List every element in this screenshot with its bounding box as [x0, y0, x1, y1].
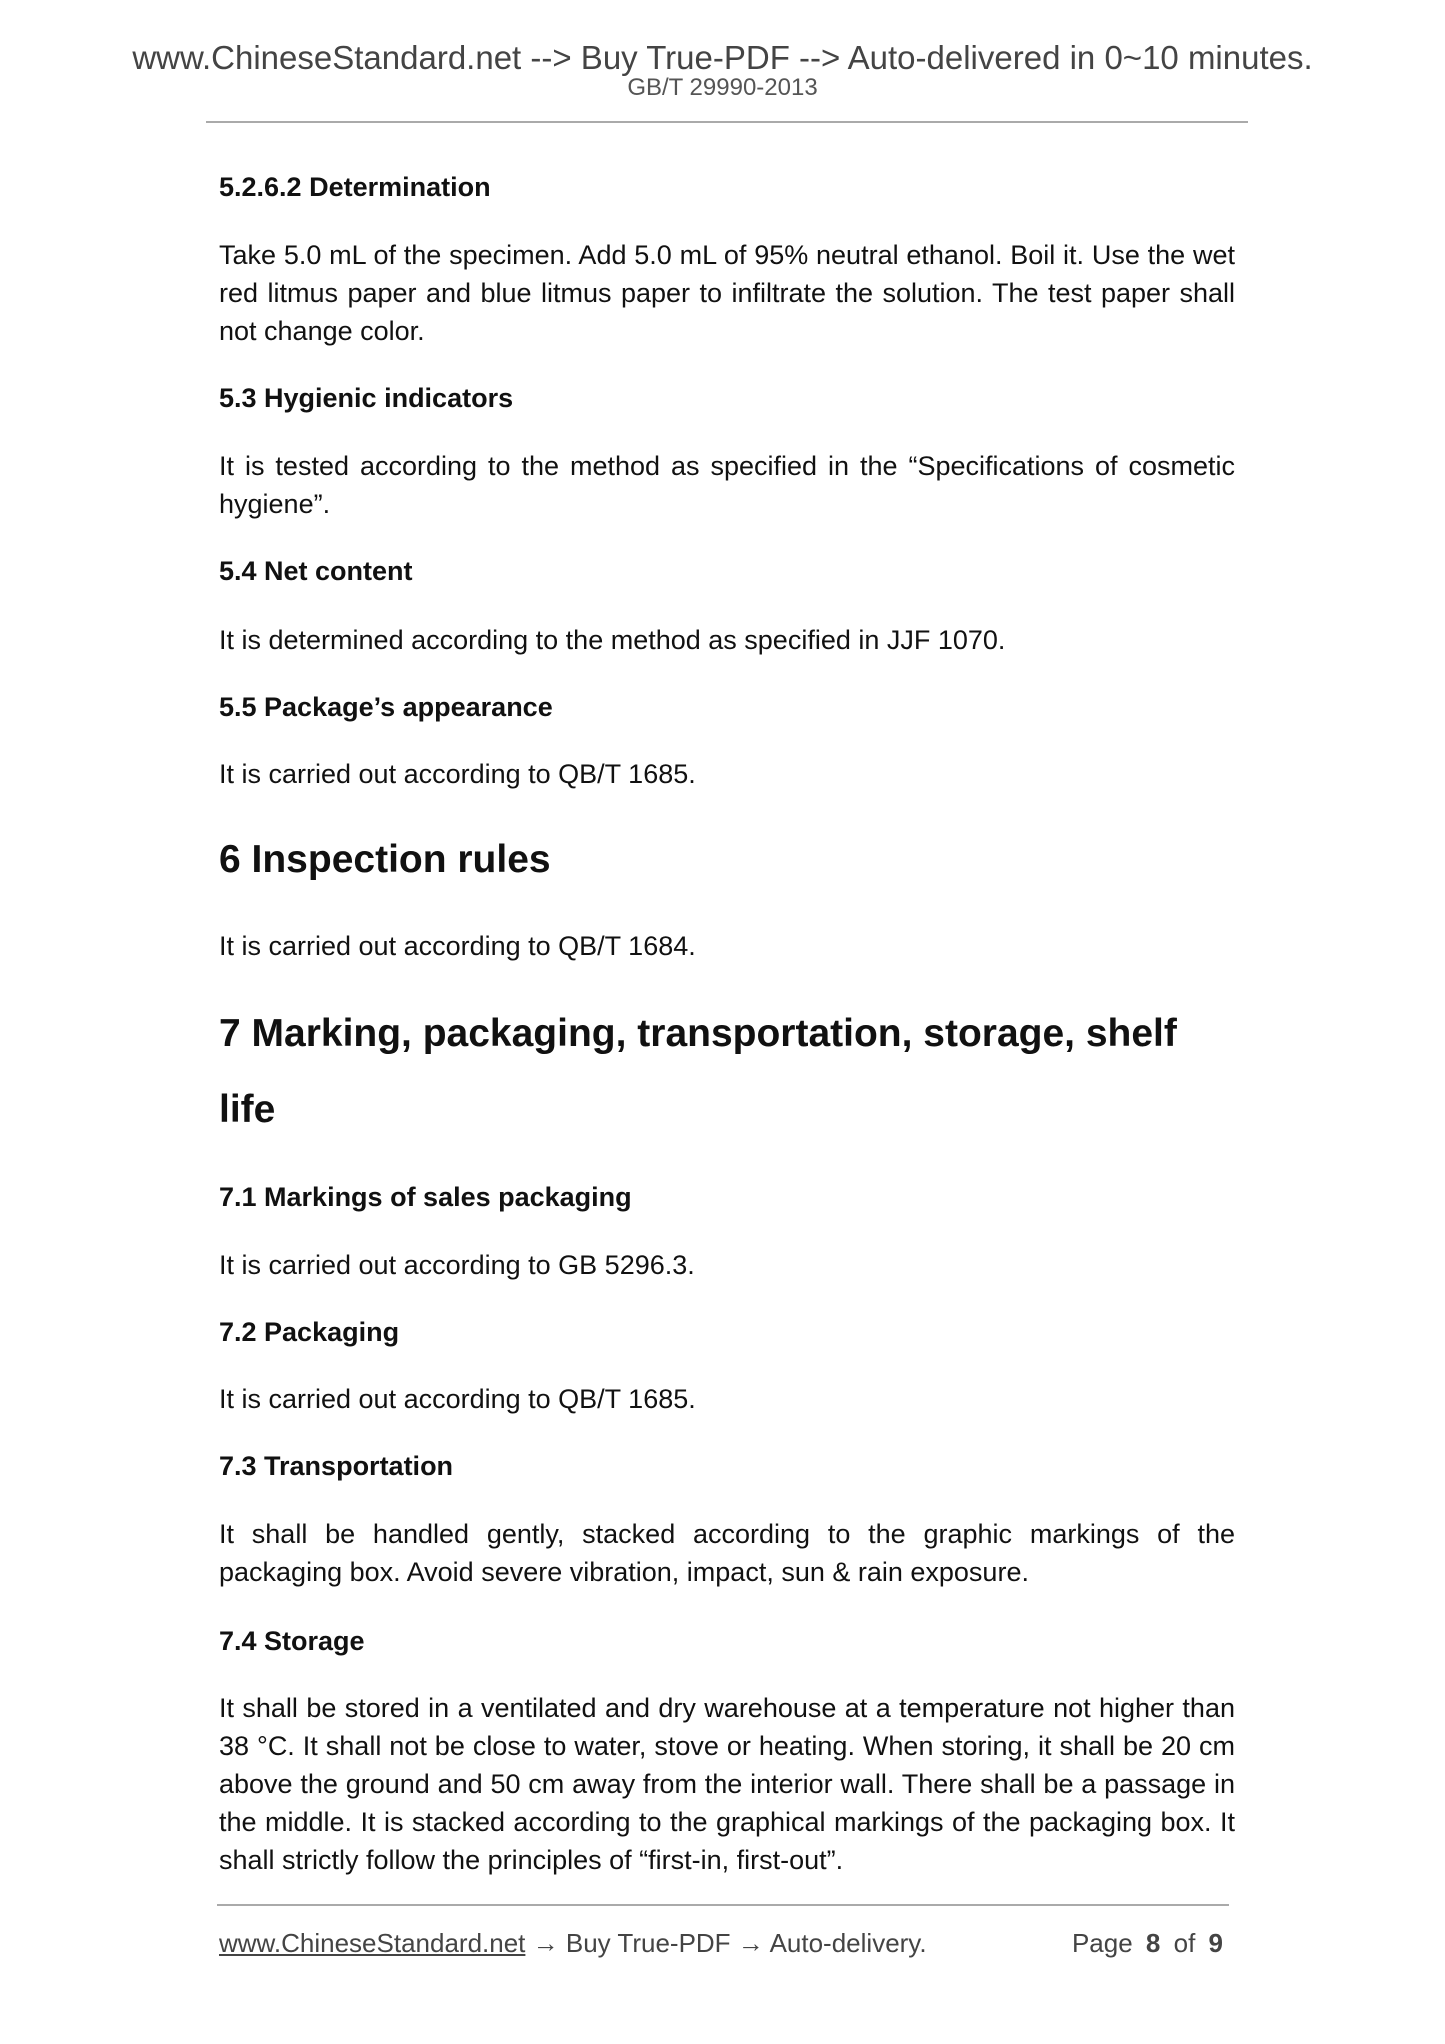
paragraph-5-5: It is carried out according to QB/T 1685. — [219, 759, 696, 789]
page-total: 9 — [1208, 1928, 1223, 1958]
paragraph-7-4: It shall be stored in a ventilated and dry warehouse at a temperature not higher than 38 °C. It shall not be close to water, stove or heating. When storing, it shall be 20 cm above the ground and 50 cm away from the interior wall. There shall be a passage in the middle. It is stacked according to the graphical markings of the packaging box. It shall strictly follow the principles of “first-in, first-out”. — [219, 1693, 1235, 1875]
footer — [219, 1926, 1229, 1960]
heading-5-5: 5.5 Package’s appearance — [219, 692, 553, 722]
page-current: 8 — [1145, 1928, 1161, 1958]
paragraph-7-2: It is carried out according to QB/T 1685. — [219, 1384, 696, 1414]
footer-divider — [217, 1904, 1229, 1906]
footer-site-link[interactable]: www.ChineseStandard.net — [219, 1928, 526, 1958]
footer-tagline: → Buy True-PDF → Auto-delivery. — [525, 1928, 927, 1958]
paragraph-6: It is carried out according to QB/T 1684. — [219, 931, 696, 961]
standard-number: GB/T 29990-2013 — [627, 74, 818, 101]
header-divider — [206, 121, 1248, 123]
paragraph-7-3: It shall be handled gently, stacked according to the graphic markings of the packaging box. Avoid severe vibration, impact, sun & rain exposure. — [219, 1519, 1235, 1587]
heading-5-2-6-2: 5.2.6.2 Determination — [219, 172, 491, 202]
page-label: Page — [1071, 1928, 1133, 1958]
paragraph-7-1: It is carried out according to GB 5296.3. — [219, 1250, 695, 1280]
heading-5-3: 5.3 Hygienic indicators — [219, 383, 514, 413]
heading-7-line2: life — [219, 1088, 276, 1131]
of-label: of — [1173, 1928, 1196, 1958]
paragraph-5-2-6-2: Take 5.0 mL of the specimen. Add 5.0 mL of 95% neutral ethanol. Boil it. Use the wet red litmus paper and blue litmus paper to infiltrate the solution. The test paper shall not change color. — [219, 240, 1235, 346]
heading-7-4: 7.4 Storage — [219, 1626, 365, 1656]
heading-6: 6 Inspection rules — [219, 838, 551, 881]
page-indicator — [1072, 1926, 1229, 1960]
paragraph-5-3: It is tested according to the method as specified in the “Specifications of cosmetic hygiene”. — [219, 451, 1235, 519]
header-banner: www.ChineseStandard.net --> Buy True-PDF --> Auto-delivered in 0~10 minutes. — [132, 39, 1313, 76]
heading-7-2: 7.2 Packaging — [219, 1317, 400, 1347]
heading-7-1: 7.1 Markings of sales packaging — [219, 1182, 632, 1212]
paragraph-5-4: It is determined according to the method as specified in JJF 1070. — [219, 625, 1006, 655]
heading-7-line1: 7 Marking, packaging, transportation, storage, shelf — [219, 1012, 1177, 1055]
heading-7-3: 7.3 Transportation — [219, 1451, 454, 1481]
heading-5-4: 5.4 Net content — [219, 556, 413, 586]
